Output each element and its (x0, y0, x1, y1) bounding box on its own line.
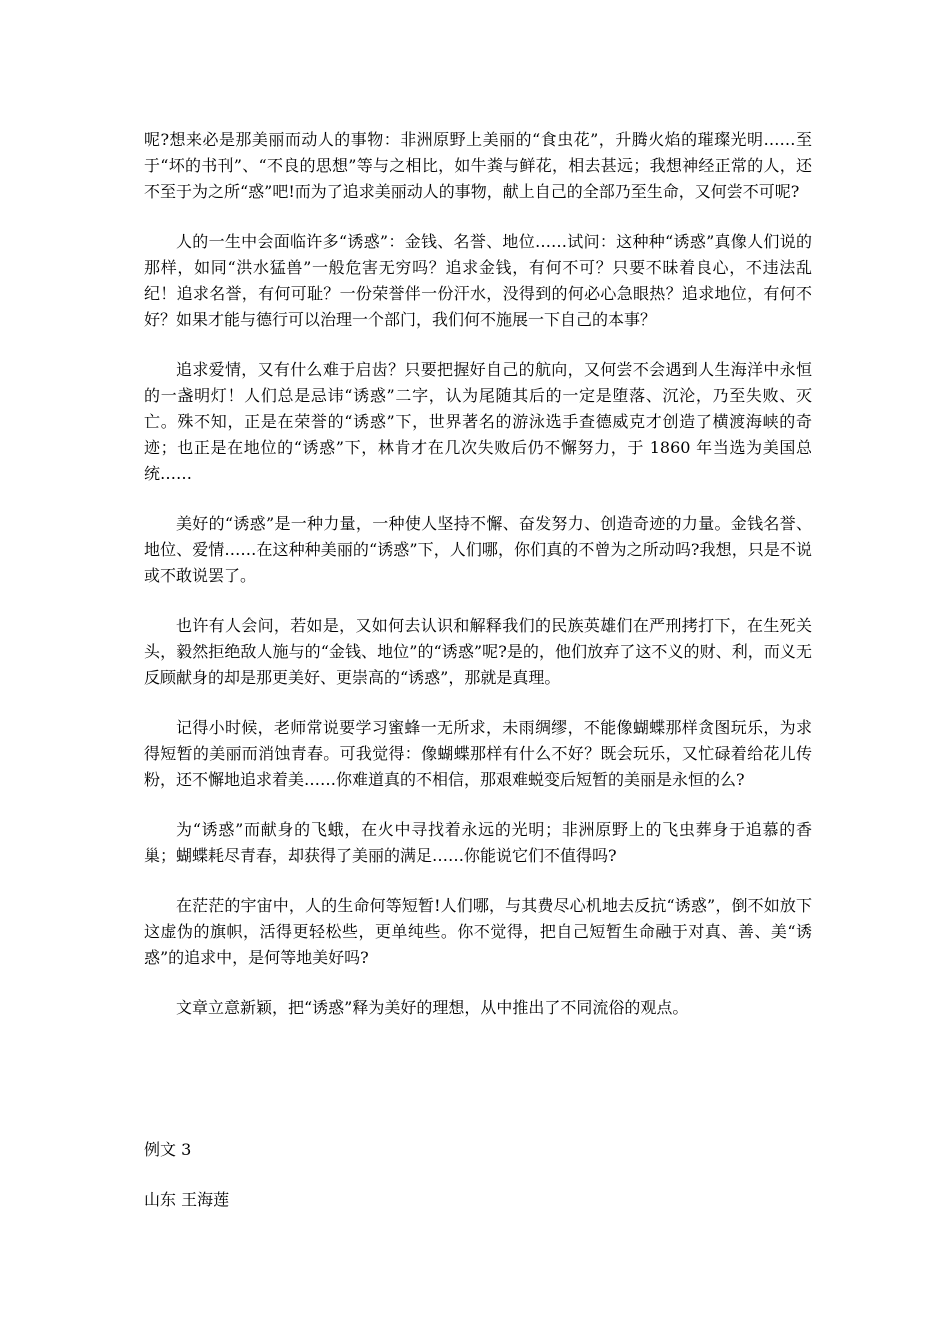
paragraph-8: 在茫茫的宇宙中，人的生命何等短暂!人们哪，与其费尽心机地去反抗“诱惑”，倒不如放下这虚伪的旗帜，活得更轻松些，更单纯些。你不觉得，把自己短暂生命融于对真、善、美“诱惑”的追求中，是何等地美好吗? (144, 896, 812, 967)
spacer (144, 1045, 812, 1137)
paragraph-7: 为“诱惑”而献身的飞蛾，在火中寻找着永远的光明；非洲原野上的飞虫葬身于追慕的香巢；蝴蝶耗尽青春，却获得了美丽的满足……你能说它们不值得吗? (144, 820, 812, 865)
paragraph-4: 美好的“诱惑”是一种力量，一种使人坚持不懈、奋发努力、创造奇迹的力量。金钱名誉、地位、爱情……在这种种美丽的“诱惑”下，人们哪，你们真的不曾为之所动吗?我想，只是不说或不敢说罢了。 (144, 514, 812, 585)
example-label: 例文 3 (144, 1140, 192, 1159)
document-body (144, 127, 812, 1237)
paragraph-6: 记得小时候，老师常说要学习蜜蜂一无所求，未雨绸缪，不能像蝴蝶那样贪图玩乐，为求得短暂的美丽而消蚀青春。可我觉得：像蝴蝶那样有什么不好？既会玩乐，又忙碌着给花儿传粉，还不懈地追求着美……你难道真的不相信，那艰难蜕变后短暂的美丽是永恒的么? (144, 718, 812, 789)
author-line: 山东 王海莲 (144, 1190, 230, 1209)
paragraph-2: 人的一生中会面临许多“诱惑”：金钱、名誉、地位……试问：这种种“诱惑”真像人们说的那样，如同“洪水猛兽”一般危害无穷吗？追求金钱，有何不可？只要不昧着良心，不违法乱纪！追求名誉，有何可耻？一份荣誉伴一份汗水，没得到的何必心急眼热？追求地位，有何不好？如果才能与德行可以治理一个部门，我们何不施展一下自己的本事？ (144, 232, 812, 329)
paragraph-3: 追求爱情，又有什么难于启齿？只要把握好自己的航向，又何尝不会遇到人生海洋中永恒的一盏明灯！人们总是忌讳“诱惑”二字，认为尾随其后的一定是堕落、沉沦，乃至失败、灭亡。殊不知，正是在荣誉的“诱惑”下，世界著名的游泳选手查德威克才创造了横渡海峡的奇迹；也正是在地位的“诱惑”下，林肯才在几次失败后仍不懈努力，于 1860 年当选为美国总统…… (144, 360, 812, 483)
paragraph-5: 也许有人会问，若如是，又如何去认识和解释我们的民族英雄们在严刑拷打下，在生死关头，毅然拒绝敌人施与的“金钱、地位”的“诱惑”呢?是的，他们放弃了这不义的财、利，而义无反顾献身的却是那更美好、更崇高的“诱惑”，那就是真理。 (144, 616, 812, 687)
paragraph-1: 呢?想来必是那美丽而动人的事物：非洲原野上美丽的“食虫花”，升腾火焰的璀璨光明……至于“坏的书刊”、“不良的思想”等与之相比，如牛粪与鲜花，相去甚远；我想神经正常的人，还不至于为之所“惑”吧!而为了追求美丽动人的事物，献上自己的全部乃至生命，又何尝不可呢? (144, 130, 812, 201)
commentary-paragraph: 文章立意新颖，把“诱惑”释为美好的理想，从中推出了不同流俗的观点。 (176, 998, 689, 1017)
